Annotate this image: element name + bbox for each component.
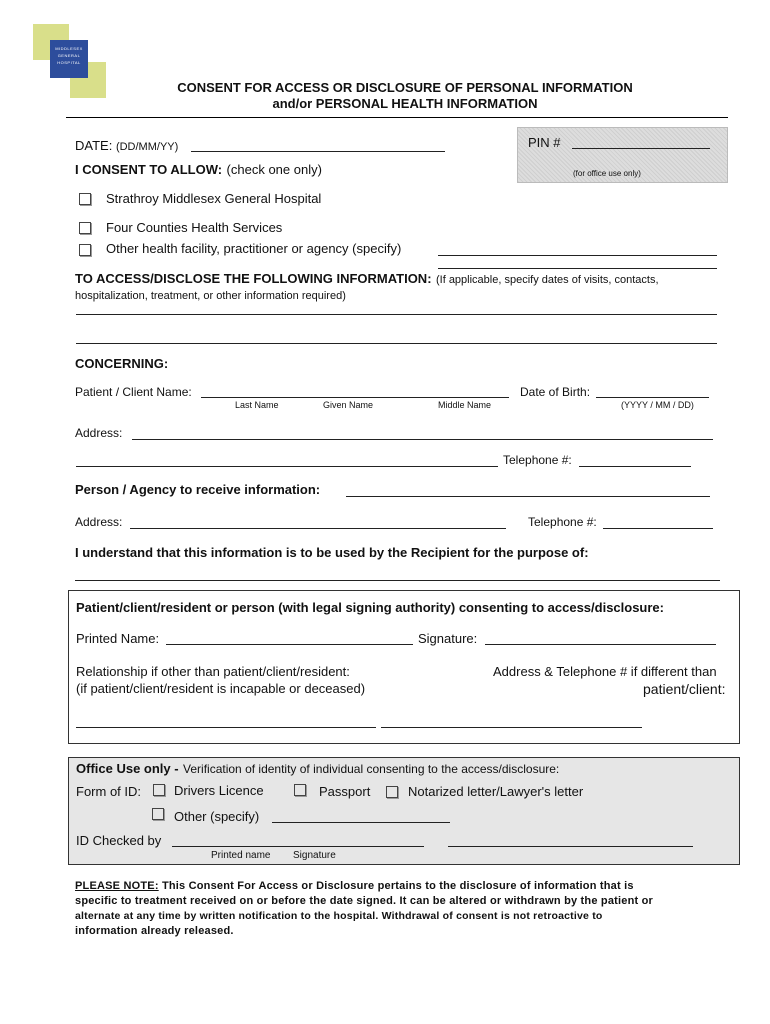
pin-label: PIN #	[528, 135, 561, 150]
consent-hint: (check one only)	[226, 162, 322, 177]
dob-label: Date of Birth:	[520, 385, 591, 399]
other-facility-field[interactable]	[438, 243, 717, 256]
signing-heading: Patient/client/resident or person (with legal signing authority) consenting to access/disclosure:	[76, 600, 664, 615]
access-hint: (If applicable, specify dates of visits, contacts,	[435, 274, 659, 286]
address-diff-field[interactable]	[381, 727, 642, 728]
patient-telephone-field[interactable]	[579, 454, 691, 467]
id-option-notarized-letter: Notarized letter/Lawyer's letter	[408, 784, 584, 799]
id-option-drivers-licence: Drivers Licence	[174, 783, 264, 798]
please-note	[75, 879, 735, 939]
id-checked-printed-name-field[interactable]	[172, 834, 424, 847]
patient-name-field[interactable]	[201, 385, 509, 398]
option-four-counties: Four Counties Health Services	[106, 220, 283, 235]
relationship-field[interactable]	[76, 727, 376, 728]
checkbox-other-id[interactable]	[152, 808, 164, 820]
note-line-3: alternate at any time by written notification to the hospital. Withdrawal of consent is not retroactive to	[75, 910, 603, 922]
purpose-label: I understand that this information is to be used by the Recipient for the purpose of:	[75, 545, 589, 560]
checkbox-four-counties[interactable]	[79, 222, 91, 234]
title-divider	[66, 117, 728, 118]
concerning-label: CONCERNING:	[75, 356, 169, 371]
recipient-address-field[interactable]	[130, 516, 506, 529]
option-strathroy: Strathroy Middlesex General Hospital	[106, 191, 322, 206]
id-checked-signature-field[interactable]	[448, 834, 693, 847]
id-option-passport: Passport	[319, 784, 371, 799]
dob-format: (YYYY / MM / DD)	[621, 400, 694, 410]
printed-name-label: Printed Name:	[76, 631, 160, 646]
id-checked-label: ID Checked by	[76, 833, 162, 848]
office-use-description: Verification of identity of individual consenting to the access/disclosure:	[183, 762, 560, 776]
printed-name-caption: Printed name	[211, 850, 271, 861]
form-of-id-label: Form of ID:	[76, 784, 142, 799]
office-use-label: Office Use only -	[76, 761, 179, 776]
relationship-label: Relationship if other than patient/client/resident:	[76, 664, 350, 679]
checkbox-passport[interactable]	[294, 784, 306, 796]
note-line-4: information already released.	[75, 925, 234, 937]
signature-label: Signature:	[418, 631, 478, 646]
address-diff-label: Address & Telephone # if different than	[493, 664, 717, 679]
please-note-label: PLEASE NOTE:	[75, 880, 159, 892]
recipient-telephone-label: Telephone #:	[528, 515, 597, 529]
logo-text: MIDDLESEX GENERAL HOSPITAL	[55, 46, 83, 65]
middle-name-caption: Middle Name	[438, 400, 492, 410]
pin-field[interactable]	[572, 136, 710, 149]
recipient-field[interactable]	[346, 484, 710, 497]
patient-address-label: Address:	[75, 426, 123, 440]
access-label: TO ACCESS/DISCLOSE THE FOLLOWING INFORMATION:	[75, 271, 432, 286]
hospital-logo	[50, 40, 88, 78]
id-option-other: Other (specify)	[174, 809, 260, 824]
access-line-2[interactable]	[76, 343, 717, 344]
purpose-field[interactable]	[75, 580, 720, 581]
form-title: CONSENT FOR ACCESS OR DISCLOSURE OF PERSONAL INFORMATION	[177, 80, 633, 95]
last-name-caption: Last Name	[235, 400, 279, 410]
date-label: DATE:	[75, 138, 113, 153]
recipient-address-label: Address:	[75, 515, 123, 529]
access-line-1[interactable]	[76, 314, 717, 315]
checkbox-drivers-licence[interactable]	[153, 784, 165, 796]
printed-name-field[interactable]	[166, 632, 413, 645]
checkbox-notarized-letter[interactable]	[386, 786, 398, 798]
consent-label: I CONSENT TO ALLOW:	[75, 162, 223, 177]
patient-name-label: Patient / Client Name:	[75, 385, 192, 399]
other-facility-field-2[interactable]	[438, 268, 717, 269]
patient-address-field[interactable]	[132, 427, 713, 440]
date-format: (DD/MM/YY)	[115, 141, 179, 153]
form-subtitle: and/or PERSONAL HEALTH INFORMATION	[272, 96, 538, 111]
signature-caption: Signature	[293, 850, 336, 861]
checkbox-other-facility[interactable]	[79, 244, 91, 256]
recipient-label: Person / Agency to receive information:	[75, 482, 321, 497]
note-line-1: This Consent For Access or Disclosure pertains to the disclosure of information that is	[161, 880, 634, 892]
other-id-field[interactable]	[272, 810, 450, 823]
note-line-2: specific to treatment received on or before the date signed. It can be altered or withdrawn by the patient or	[75, 895, 654, 907]
patient-address-field-2[interactable]	[76, 454, 498, 467]
signature-field[interactable]	[485, 632, 716, 645]
pin-office-note: (for office use only)	[573, 169, 641, 178]
checkbox-strathroy[interactable]	[79, 193, 91, 205]
recipient-telephone-field[interactable]	[603, 516, 713, 529]
patient-telephone-label: Telephone #:	[503, 453, 572, 467]
dob-field[interactable]	[596, 385, 709, 398]
address-diff-label-2: patient/client:	[643, 681, 726, 697]
given-name-caption: Given Name	[323, 400, 374, 410]
access-hint-2: hospitalization, treatment, or other information required)	[75, 290, 346, 302]
option-other-facility: Other health facility, practitioner or agency (specify)	[106, 241, 402, 256]
relationship-hint: (if patient/client/resident is incapable or deceased)	[76, 681, 366, 696]
date-field[interactable]	[191, 139, 445, 152]
